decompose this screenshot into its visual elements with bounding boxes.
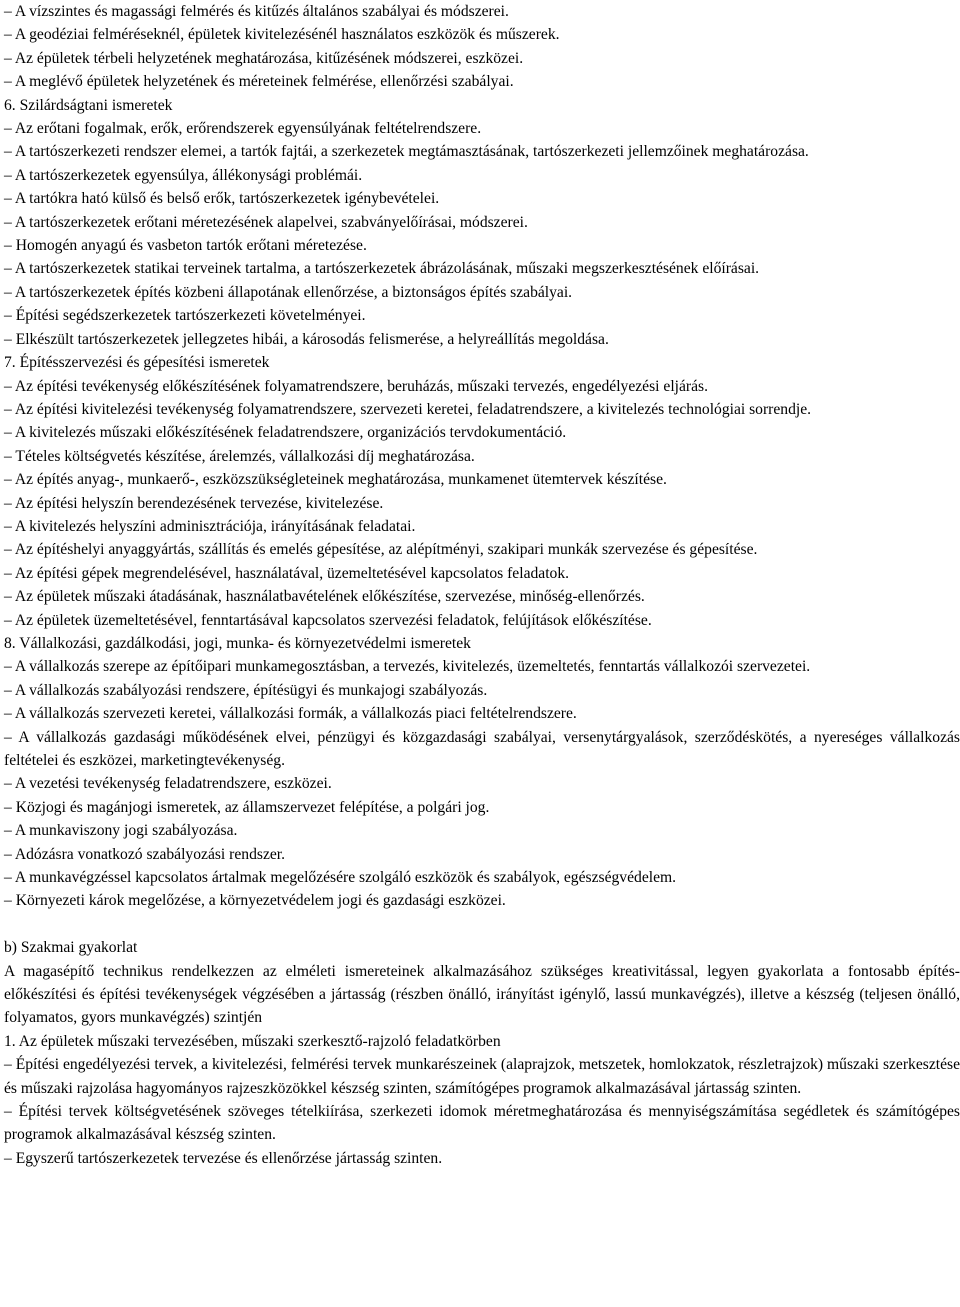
list-item: – A geodéziai felméréseknél, épületek kivitelezésénél használatos eszközök és műszerek.: [4, 26, 560, 44]
list-item: – Elkészült tartószerkezetek jellegzetes hibái, a károsodás felismerése, a helyreállítás megoldása.: [4, 330, 609, 348]
list-item: – Az építési kivitelezési tevékenység folyamatrendszere, szervezeti keretei, feladatrendszere, a kivitelezés technológiai sorrendje.: [4, 400, 812, 418]
list-item: – A vállalkozás szervezeti keretei, vállalkozási formák, a vállalkozás piaci feltételrendszere.: [4, 705, 577, 723]
list-item: – A vállalkozás szabályozási rendszere, építésügyi és munkajogi szabályozás.: [4, 681, 488, 699]
list-item: – Az épületek térbeli helyzetének meghatározása, kitűzésének módszerei, eszközei.: [4, 49, 524, 67]
list-item: – A tartószerkezeti rendszer elemei, a tartók fajtái, a szerkezetek megtámasztásának, tartószerkezeti jellemzőinek meghatározása.: [4, 143, 809, 161]
section-heading: 8. Vállalkozási, gazdálkodási, jogi, munka- és környezetvédelmi ismeretek: [4, 634, 471, 652]
list-item: – A kivitelezés műszaki előkészítésének feladatrendszere, organizációs tervdokumentáció.: [4, 424, 567, 442]
list-item: – A tartószerkezetek erőtani méretezésének alapelvei, szabványelőírásai, módszerei.: [4, 213, 528, 231]
list-item: – A tartószerkezetek egyensúlya, állékonysági problémái.: [4, 166, 363, 184]
list-item: – Az épületek műszaki átadásának, használatbavételének előkészítése, szervezése, minőség-ellenőrzés.: [4, 588, 645, 606]
list-item: – A munkavégzéssel kapcsolatos ártalmak megelőzésére szolgáló eszközök és szabályok, egészségvédelem.: [4, 869, 677, 887]
section-heading: 1. Az épületek műszaki tervezésében, műszaki szerkesztő-rajzoló feladatkörben: [4, 1032, 501, 1050]
list-item: – Építési segédszerkezetek tartószerkezeti követelményei.: [4, 307, 366, 325]
list-item: – Építési engedélyezési tervek, a kivitelezési, felmérési tervek munkarészeinek (alaprajzok, metszetek, homlokzatok, részletrajzok) műszaki szerkesztése és műszaki rajzolása hagyományos rajzeszközökkel készség szinten, számítógépes programok alkalmazásával jártasság szinten.: [4, 1056, 960, 1097]
list-item: – A vízszintes és magassági felmérés és kitűzés általános szabályai és módszerei.: [4, 3, 509, 20]
list-item: – A tartókra ható külső és belső erők, tartószerkezetek igénybevételei.: [4, 190, 440, 208]
list-item: – Az építési tevékenység előkészítésének folyamatrendszere, beruházás, műszaki tervezés, engedélyezési eljárás.: [4, 377, 708, 395]
list-item: – A vállalkozás szerepe az építőipari munkamegosztásban, a tervezés, kivitelezés, üzemeltetés, fenntartás vállalkozói szervezetei.: [4, 658, 811, 676]
list-item: – A meglévő épületek helyzetének és méreteinek felmérése, ellenőrzési szabályai.: [4, 73, 514, 91]
list-item: – Környezeti károk megelőzése, a környezetvédelem jogi és gazdasági eszközei.: [4, 892, 506, 910]
paragraph-spacer: [4, 913, 960, 936]
list-item: – A vezetési tevékenység feladatrendszere, eszközei.: [4, 775, 332, 793]
paragraph: A magasépítő technikus rendelkezzen az elméleti ismereteinek alkalmazásához szükséges kreativitással, legyen gyakorlata a fontosabb építés-előkészítési és építési tevékenységek végzésében a jártasság (részben önálló, irányítást igénylő, lassú munkavégzés), illetve a készség (teljesen önálló, folyamatos, gyors munkavégzés) szintjén: [4, 962, 960, 1027]
list-item: – Az építési gépek megrendelésével, használatával, üzemeltetésével kapcsolatos feladatok.: [4, 564, 570, 582]
document-body: [4, 0, 960, 1170]
list-item: – Az építés anyag-, munkaerő-, eszközszükségleteinek meghatározása, munkamenet ütemtervek készítése.: [4, 471, 667, 489]
list-item: – Az erőtani fogalmak, erők, erőrendszerek egyensúlyának feltételrendszere.: [4, 120, 482, 138]
list-item: – A vállalkozás gazdasági működésének elvei, pénzügyi és közgazdasági szabályai, versenytárgyalások, szerződéskötés, a nyereséges vállalkozás feltételei és eszközei, marketingtevékenység.: [4, 728, 960, 769]
list-item: – A munkaviszony jogi szabályozása.: [4, 822, 238, 840]
list-item: – Építési tervek költségvetésének szöveges tételkiírása, szerkezeti idomok méretmeghatározása és mennyiségszámítása segédletek és számítógépes programok alkalmazásával készség szinten.: [4, 1103, 960, 1144]
list-item: – A tartószerkezetek statikai terveinek tartalma, a tartószerkezetek ábrázolásának, műszaki megszerkesztésének előírásai.: [4, 260, 760, 278]
list-item: – A kivitelezés helyszíni adminisztrációja, irányításának feladatai.: [4, 517, 416, 535]
list-item: – Az építési helyszín berendezésének tervezése, kivitelezése.: [4, 494, 384, 512]
list-item: – Az épületek üzemeltetésével, fenntartásával kapcsolatos szervezési feladatok, felújítások előkészítése.: [4, 611, 652, 629]
list-item: – Közjogi és magánjogi ismeretek, az államszervezet felépítése, a polgári jog.: [4, 798, 490, 816]
list-item: – Homogén anyagú és vasbeton tartók erőtani méretezése.: [4, 237, 367, 255]
list-item: – Adózásra vonatkozó szabályozási rendszer.: [4, 845, 286, 863]
list-item: – Tételes költségvetés készítése, árelemzés, vállalkozási díj meghatározása.: [4, 447, 475, 465]
list-item: – A tartószerkezetek építés közbeni állapotának ellenőrzése, a biztonságos építés szabályai.: [4, 283, 573, 301]
list-item: – Egyszerű tartószerkezetek tervezése és ellenőrzése jártasság szinten.: [4, 1149, 443, 1167]
section-heading: 6. Szilárdságtani ismeretek: [4, 96, 173, 114]
section-heading: 7. Építésszervezési és gépesítési ismeretek: [4, 354, 270, 372]
subsection-heading: b) Szakmai gyakorlat: [4, 939, 138, 957]
list-item: – Az építéshelyi anyaggyártás, szállítás és emelés gépesítése, az alépítményi, szakipari munkák szervezése és gépesítése.: [4, 541, 758, 559]
